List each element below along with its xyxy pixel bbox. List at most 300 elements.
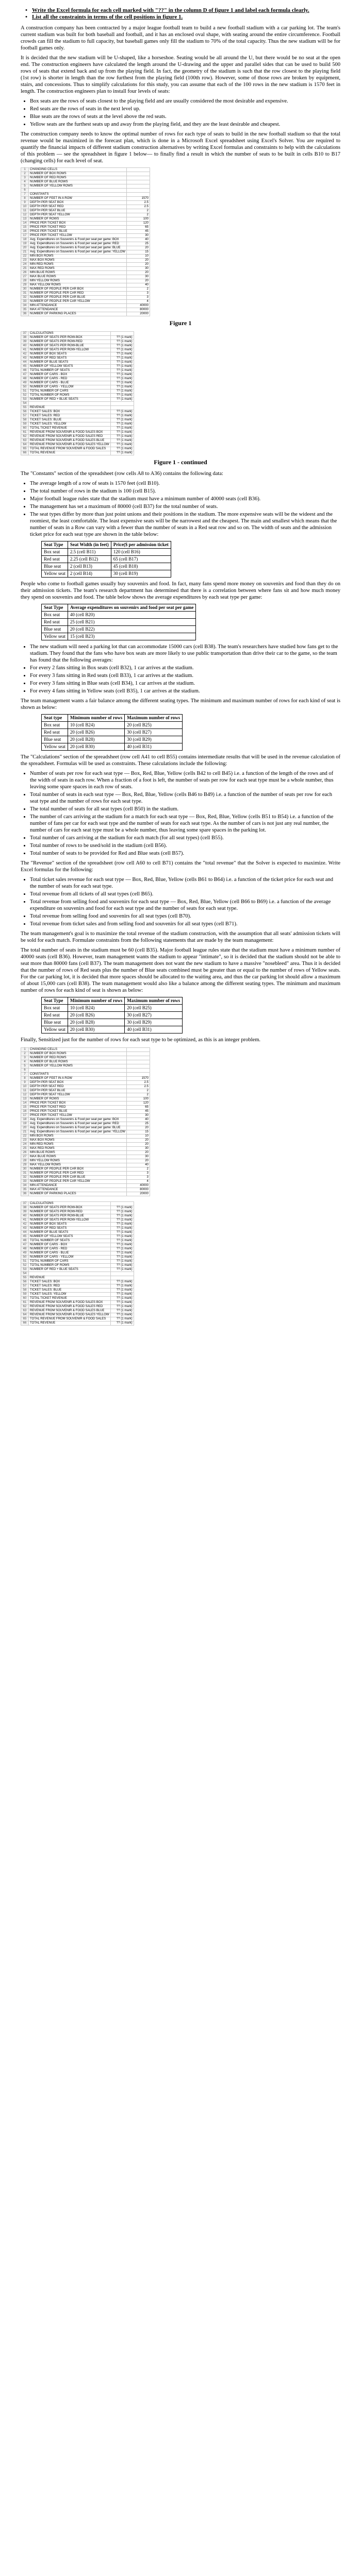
table-cell: 20 (cell B25) [125, 722, 183, 729]
sheet-row [21, 447, 134, 451]
sheet-row [21, 336, 134, 340]
sheet-row [21, 402, 134, 406]
sheet-row [21, 283, 150, 287]
cell-value [110, 332, 134, 336]
row-number: 15 [21, 1106, 29, 1110]
cell-label: NUMBER OF BLUE SEATS [29, 1231, 111, 1235]
table-cell: 120 (cell B16) [111, 549, 171, 556]
sheet-row [21, 1284, 134, 1289]
cell-value: 30 [126, 1114, 150, 1118]
parking-item: • For every 3 fans sitting in Red seats (cell B33), 1 car arrives at the stadium. [30, 672, 340, 679]
table-header-row [42, 715, 183, 722]
row-number: 53 [21, 1268, 29, 1272]
table-cell: 20 (cell B26) [68, 1012, 124, 1019]
table-cell: 40 (cell B31) [125, 1026, 183, 1033]
cell-value: ?? (1 mark) [110, 1235, 134, 1239]
table-header: Seat Width (in feet) [68, 541, 111, 549]
cell-value: ?? (1 mark) [110, 1293, 134, 1297]
row-number: 46 [21, 1239, 29, 1243]
cell-value [110, 1202, 134, 1206]
row-number: 34 [21, 1184, 29, 1188]
row-number: 10 [21, 205, 29, 209]
cell-label: NUMBER OF ROWS [29, 217, 127, 222]
cell-label: PRICE PER TICKET RED [29, 226, 127, 230]
cell-label: CONSTANTS [29, 1073, 127, 1077]
cell-value: 20 [126, 1139, 150, 1143]
cell-value: 65 [126, 226, 150, 230]
cell-label: MAX BLUE ROWS [29, 275, 127, 279]
row-number: 61 [21, 1301, 29, 1305]
table-row [42, 1005, 183, 1012]
cell-label: NUMBER OF RED + BLUE SEATS [29, 1268, 111, 1272]
cell-label: REVENUE FROM SOUVENIR & FOOD SALES YELLOW [29, 443, 111, 447]
cell-value: 40000 [126, 304, 150, 308]
row-number: 66 [21, 1321, 29, 1326]
cell-value: ?? (1 mark) [110, 1321, 134, 1326]
cell-value: 2.5 [126, 201, 150, 205]
row-number: 42 [21, 1223, 29, 1227]
table-cell: 30 (cell B29) [125, 1019, 183, 1026]
row-number: 56 [21, 1280, 29, 1284]
cell-label: Avg. Expenditures on Souvenirs & Food per seat per game: RED [29, 242, 127, 246]
sheet-row [21, 344, 134, 348]
sheet-row [21, 1159, 150, 1163]
cell-value: ?? (1 mark) [110, 439, 134, 443]
sheet-row [21, 1223, 134, 1227]
table-row [42, 619, 196, 626]
table-row [42, 612, 196, 619]
constants-intro: The "Constants" section of the spreadsheet (row cells A8 to A36) contains the following data: [21, 471, 223, 477]
cell-value [126, 1052, 150, 1056]
cell-label: REVENUE FROM SOUVENIR & FOOD SALES YELLOW [29, 1313, 111, 1317]
table-row [42, 1019, 183, 1026]
row-number: 4 [21, 1060, 29, 1064]
cell-label [29, 402, 111, 406]
sheet-row [21, 389, 134, 394]
sheet-row [21, 1309, 134, 1313]
cell-value: ?? (1 mark) [110, 1268, 134, 1272]
table-cell: 30 (cell B27) [125, 729, 183, 736]
table-cell: 20 (cell B25) [125, 1005, 183, 1012]
table-cell: Yellow seat [42, 570, 68, 578]
spreadsheet-calculations-repeat [21, 1201, 134, 1326]
cell-label: TOTAL NUMBER OF ROWS [29, 1264, 111, 1268]
row-number: 51 [21, 1260, 29, 1264]
revenue-item: • Total ticket sales revenue for each seat type — Box, Red, Blue, Yellow (cells B61 to B64) i.e. a function of the ticket price for each seat and the number of seats for each seat type. [30, 876, 340, 890]
cell-label: NUMBER OF BOX ROWS [29, 1052, 127, 1056]
table-cell: Red seat [42, 556, 68, 563]
sheet-row [21, 435, 134, 439]
sheet-row [21, 332, 134, 336]
intro-paragraph-1: A construction company has been contracted by a major league football team to build a new football stadium with a car parking lot. The team's current stadium was built for both baseball and football, and it has an enclosed oval shape, with seating around the entire circumference. Football crowds can fill the stadium to full capacity, but baseball games only fill the stadium to 70% of the total capacity. Thus the new stadium will be for football games only. [21, 25, 340, 51]
cell-label: Avg. Expenditures on Souvenirs & Food per seat per game: BLUE [29, 246, 127, 250]
sheet-row [21, 1134, 150, 1139]
cell-value [126, 172, 150, 176]
cell-value: ?? (1 mark) [110, 1206, 134, 1210]
cell-value: ?? (1 mark) [110, 1243, 134, 1247]
cell-label: DEPTH PER SEAT YELLOW [29, 213, 127, 217]
row-number: 64 [21, 443, 29, 447]
sheet-row [21, 1317, 134, 1321]
cell-value: ?? (1 mark) [110, 1251, 134, 1256]
table-header: Seat Type [42, 997, 68, 1005]
table-cell: Box seat [42, 722, 68, 729]
rows-limit-table-2 [41, 997, 183, 1033]
sheet-row [21, 1276, 134, 1280]
table-header: Average expenditures on souvenirs and food per seat per game [68, 604, 196, 612]
sheet-row [21, 406, 134, 410]
cell-label: Avg. Expenditures on Souvenirs & Food per seat per game: YELLOW [29, 1130, 127, 1134]
row-number: 24 [21, 1143, 29, 1147]
cell-value: 40 [126, 283, 150, 287]
cell-value: 1570 [126, 1077, 150, 1081]
row-number: 26 [21, 271, 29, 275]
table-cell: 20 (cell B30) [68, 1026, 124, 1033]
row-number: 48 [21, 1247, 29, 1251]
cell-value: ?? (1 mark) [110, 357, 134, 361]
cell-label: MIN YELLOW ROWS [29, 1159, 127, 1163]
cell-value: 3 [126, 296, 150, 300]
cell-value: 2.5 [126, 205, 150, 209]
sheet-row [21, 1268, 134, 1272]
sheet-row [21, 1251, 134, 1256]
sheet-row [21, 1301, 134, 1305]
sheet-row [21, 1143, 150, 1147]
sheet-row [21, 1188, 150, 1192]
row-number: 31 [21, 292, 29, 296]
row-number: 11 [21, 1089, 29, 1093]
sheet-row [21, 394, 134, 398]
revenue-item: • Total revenue from ticket sales and from selling food and souvenirs for all seat types (cell B71). [30, 921, 340, 927]
row-number: 58 [21, 418, 29, 422]
revenue-item: • Total revenue from selling food and souvenirs for each seat type — Box, Red, Blue, Yellow (cell B66 to B69) i.e. a function of the average expenditure on souvenirs and food for each seat type and the number of seats for each seat type. [30, 899, 340, 912]
cell-label: TOTAL NUMBER OF ROWS [29, 394, 111, 398]
seat-width-price-table [41, 541, 171, 578]
cell-value: ?? (1 mark) [110, 369, 134, 373]
row-number: 9 [21, 1081, 29, 1085]
cell-label: NUMBER OF PEOPLE PER CAR YELLOW [29, 1180, 127, 1184]
cell-value [126, 1073, 150, 1077]
row-number: 57 [21, 414, 29, 418]
table-cell: Blue seat [42, 736, 68, 743]
cell-label: TOTAL REVENUE FROM SOUVENIR & FOOD SALES [29, 447, 111, 451]
cell-label: NUMBER OF PARKING PLACES [29, 312, 127, 316]
cell-label: PRICE PER TICKET BOX [29, 222, 127, 226]
sheet-row [21, 300, 150, 304]
sheet-row [21, 1052, 150, 1056]
table-cell: 2 (cell B13) [68, 563, 111, 570]
sheet-row [21, 217, 150, 222]
cell-label: DEPTH PER SEAT BOX [29, 201, 127, 205]
cell-label: PRICE PER TICKET RED [29, 1106, 127, 1110]
cell-label: NUMBER OF CARS - BOX [29, 373, 111, 377]
sheet-row [21, 201, 150, 205]
cell-value: 120 [126, 1101, 150, 1106]
cell-value: ?? (1 mark) [110, 398, 134, 402]
sheet-row [21, 1184, 150, 1188]
cell-value: 20 [126, 1126, 150, 1130]
sheet-row [21, 418, 134, 422]
table-cell: 10 (cell B24) [68, 1005, 124, 1012]
cell-value: 20 [126, 1143, 150, 1147]
calculation-item: • Total number of cars arriving at the stadium for each match (for all seat types) (cell B55). [30, 835, 340, 841]
cell-label: NUMBER OF CARS - YELLOW [29, 1256, 111, 1260]
row-number: 39 [21, 340, 29, 344]
cell-label: NUMBER OF CARS - YELLOW [29, 385, 111, 389]
cell-value: 100 [126, 1097, 150, 1101]
row-number: 32 [21, 1176, 29, 1180]
table-header: Seat Type [42, 604, 68, 612]
sheet-row [21, 1280, 134, 1284]
constant-item: • The management has set a maximum of 80000 (cell B37) for the total number of seats. [30, 503, 340, 510]
cell-label: NUMBER OF YELLOW ROWS [29, 1064, 127, 1069]
cell-label: TOTAL REVENUE FROM SOUVENIR & FOOD SALES [29, 1317, 111, 1321]
row-number: 23 [21, 259, 29, 263]
cell-value: ?? (1 mark) [110, 1260, 134, 1264]
sheet-row [21, 443, 134, 447]
sheet-row [21, 1180, 150, 1184]
task-bullet: • [25, 14, 27, 20]
cell-value [126, 168, 150, 172]
cell-label: TOTAL REVENUE [29, 1321, 111, 1326]
row-number: 65 [21, 447, 29, 451]
sheet-row [21, 1073, 150, 1077]
parking-item: • The new stadium will need a parking lot that can accommodate 15000 cars (cell B38). The team's researchers have studied how fans get to the stadium. They found that the fans who have box seats are more likely to use public transportation than drive their car to the game, so the team has found that the following averages: [30, 643, 340, 664]
constant-item: • The seat types differ by more than just point unions and their positions in the stadium. The more expensive seats will be the wideest and the roomiest, the least comfortable. The least expensive seats will be the narrowest and the cheapest. The main and smallest which means that the number of seats in a Row can vary with a fewer than the number of seats in a Red seat row and so on. The width of seats and the admission ticket price for each seat type are shown in the table below: [30, 511, 340, 538]
cell-value [126, 189, 150, 193]
task-text: Write the Excel formula for each cell marked with "??" in the column D of figure 1 and label each formula clearly. [32, 7, 309, 13]
sheet-row [21, 1118, 150, 1122]
sheet-row [21, 1206, 134, 1210]
row-number: 22 [21, 1134, 29, 1139]
calculation-item: • Total number of seats in each seat type — Box, Red, Blue, Yellow (cells B46 to B49) i.e. a function of the number of seats per row for each seat type and the number of rows for each seat type. [30, 791, 340, 805]
cell-label: NUMBER OF BOX SEATS [29, 352, 111, 357]
cell-label: MAX ATTENDANCE [29, 1188, 127, 1192]
sheet-row [21, 267, 150, 271]
sheet-row [21, 213, 150, 217]
sheet-row [21, 255, 150, 259]
cell-value: 2 [126, 1167, 150, 1172]
cell-label: NUMBER OF RED SEATS [29, 357, 111, 361]
sheet-row [21, 1192, 150, 1196]
cell-label: TICKET SALES: YELLOW [29, 422, 111, 427]
cell-label: REVENUE FROM SOUVENIR & FOOD SALES BLUE [29, 439, 111, 443]
sheet-row [21, 238, 150, 242]
row-number: 30 [21, 1167, 29, 1172]
sheet-row [21, 398, 134, 402]
table-cell: 30 (cell B29) [125, 736, 183, 743]
cell-label: TOTAL TICKET REVENUE [29, 427, 111, 431]
row-number: 29 [21, 1163, 29, 1167]
cell-label [29, 1069, 127, 1073]
cell-label: TOTAL REVENUE [29, 451, 111, 455]
cell-value: ?? (1 mark) [110, 1317, 134, 1321]
row-number: 49 [21, 381, 29, 385]
cell-value: 20000 [126, 1192, 150, 1196]
calculation-item: • Number of seats per row for each seat type — Box, Red, Blue, Yellow (cells B42 to cell B45) i.e. a function of the length of the rows and of the width of seats in each row. When a fraction of a foot is left, the number of seats per row for each seat type must be a whole number, thus leaving some spare spaces in each row of seats. [30, 770, 340, 790]
row-number: 21 [21, 1130, 29, 1134]
cell-label: PRICE PER TICKET YELLOW [29, 1114, 127, 1118]
cell-value [110, 1272, 134, 1276]
table-row [42, 743, 183, 751]
row-number: 15 [21, 226, 29, 230]
row-number: 24 [21, 263, 29, 267]
row-number: 20 [21, 1126, 29, 1130]
seat-level-item: • Box seats are the rows of seats closest to the playing field and are usually considered the most desirable and expensive. [30, 98, 340, 105]
row-number: 12 [21, 1093, 29, 1097]
cell-value: ?? (1 mark) [110, 414, 134, 418]
calculations-list [30, 770, 340, 857]
cell-label: NUMBER OF BOX ROWS [29, 172, 127, 176]
row-number: 54 [21, 1272, 29, 1276]
row-number: 7 [21, 1073, 29, 1077]
cell-value: 30 [126, 234, 150, 238]
constant-item: • Major football league rules state that the stadium must have a minimum number of 40000 seats (cell B36). [30, 496, 340, 502]
cell-value: 80000 [126, 308, 150, 312]
sheet-row [21, 189, 150, 193]
sheet-row [21, 1130, 150, 1134]
cell-label: Avg. Expenditures on Souvenirs & Food per seat per game: BLUE [29, 1126, 127, 1130]
table-cell: Box seat [42, 549, 68, 556]
cell-value: ?? (1 mark) [110, 431, 134, 435]
row-number: 41 [21, 1218, 29, 1223]
sheet-row [21, 287, 150, 292]
balance-paragraph: The team management wants a fair balance among the different seating types. The minimum and maximum number of rows for each kind of seat is shown as below: [21, 698, 340, 710]
parking-list [30, 643, 340, 694]
cell-label: TOTAL NUMBER OF SEATS [29, 1239, 111, 1243]
table-cell: Blue seat [42, 1019, 68, 1026]
sheet-row [21, 1202, 134, 1206]
row-number: 19 [21, 1122, 29, 1126]
sheet-row [21, 1256, 134, 1260]
cell-label: NUMBER OF BLUE ROWS [29, 180, 127, 184]
table-cell: 2 (cell B14) [68, 570, 111, 578]
cell-label: TICKET SALES: BLUE [29, 1289, 111, 1293]
calculation-item: • Total number of seats to be provided for Red and Blue seats (cell B57). [30, 850, 340, 857]
row-number: 11 [21, 209, 29, 213]
cell-value: ?? (1 mark) [110, 389, 134, 394]
cell-value: 30 [126, 267, 150, 271]
row-number: 13 [21, 1097, 29, 1101]
table-row [42, 570, 171, 578]
cell-value: 25 [126, 1122, 150, 1126]
task-list [21, 7, 340, 21]
cell-label: NUMBER OF RED SEATS [29, 1227, 111, 1231]
table-cell: Box seat [42, 1005, 68, 1012]
cell-value: 80000 [126, 1188, 150, 1192]
sheet-row [21, 1064, 150, 1069]
cell-label: NUMBER OF SEATS PER ROW-YELLOW [29, 348, 111, 352]
cell-label: DEPTH PER SEAT BLUE [29, 1089, 127, 1093]
sheet-row [21, 1147, 150, 1151]
cell-label: REVENUE [29, 406, 111, 410]
table-cell: 20 (cell B22) [68, 626, 196, 633]
cell-value [110, 406, 134, 410]
sheet-row [21, 1239, 134, 1243]
table-cell: 2.25 (cell B12) [68, 556, 111, 563]
sheet-row [21, 1048, 150, 1052]
cell-value: 20 [126, 263, 150, 267]
cell-label: NUMBER OF CARS - BOX [29, 1243, 111, 1247]
sheet-row [21, 1101, 150, 1106]
cell-label: TICKET SALES: RED [29, 1284, 111, 1289]
row-number: 43 [21, 357, 29, 361]
sheet-row [21, 1260, 134, 1264]
cell-value: 45 [126, 230, 150, 234]
cell-label: MAX YELLOW ROWS [29, 1163, 127, 1167]
cell-value [126, 193, 150, 197]
cell-value: 30 [126, 275, 150, 279]
sheet-row [21, 348, 134, 352]
row-number: 58 [21, 1289, 29, 1293]
cell-value: 4 [126, 1180, 150, 1184]
sheet-row [21, 385, 134, 389]
sheet-row [21, 259, 150, 263]
cell-value: ?? (1 mark) [110, 336, 134, 340]
sheet-row [21, 1126, 150, 1130]
cell-value: ?? (1 mark) [110, 427, 134, 431]
sheet-row [21, 1060, 150, 1064]
cell-value: ?? (1 mark) [110, 1264, 134, 1268]
sheet-row [21, 205, 150, 209]
cell-label: NUMBER OF ROWS [29, 1097, 127, 1101]
sheet-row [21, 230, 150, 234]
cell-value: ?? (1 mark) [110, 1214, 134, 1218]
seat-level-item: • Red seats are the rows of seats in the next level up. [30, 106, 340, 112]
cell-label: MAX BOX ROWS [29, 1139, 127, 1143]
row-number: 40 [21, 1214, 29, 1218]
row-number: 62 [21, 1305, 29, 1309]
row-number: 27 [21, 1155, 29, 1159]
cell-value: 10 [126, 1134, 150, 1139]
sheet-row [21, 197, 150, 201]
cell-label: MAX RED ROWS [29, 1147, 127, 1151]
cell-value: ?? (1 mark) [110, 422, 134, 427]
sheet-row [21, 172, 150, 176]
row-number: 2 [21, 172, 29, 176]
cell-value: ?? (1 mark) [110, 1313, 134, 1317]
cell-value: ?? (1 mark) [110, 373, 134, 377]
table-header: Minimum number of rows [68, 997, 124, 1005]
cell-label: NUMBER OF SEATS PER ROW-BOX [29, 1206, 111, 1210]
row-number: 8 [21, 1077, 29, 1081]
sheet-row [21, 1155, 150, 1159]
cell-label: PRICE PER TICKET YELLOW [29, 234, 127, 238]
cell-value [110, 402, 134, 406]
cell-value: 2 [126, 213, 150, 217]
sheet-row [21, 1110, 150, 1114]
cell-label: NUMBER OF YELLOW SEATS [29, 365, 111, 369]
row-number: 55 [21, 406, 29, 410]
cell-value: ?? (1 mark) [110, 1239, 134, 1243]
cell-label: MIN RED ROWS [29, 263, 127, 267]
row-number: 56 [21, 410, 29, 414]
table-cell: 65 (cell B17) [111, 556, 171, 563]
sheet-row [21, 1313, 134, 1317]
row-number: 57 [21, 1284, 29, 1289]
cell-label: NUMBER OF FEET IN A ROW [29, 197, 127, 201]
row-number: 14 [21, 222, 29, 226]
cell-value [126, 180, 150, 184]
cell-label: NUMBER OF SEATS PER ROW-BLUE [29, 344, 111, 348]
cell-label: MIN BOX ROWS [29, 255, 127, 259]
row-number: 25 [21, 1147, 29, 1151]
cell-value: 20 [126, 279, 150, 283]
cell-label: NUMBER OF YELLOW SEATS [29, 1235, 111, 1239]
sheet-row [21, 1172, 150, 1176]
cell-value: ?? (1 mark) [110, 361, 134, 365]
table-cell: Red seat [42, 1012, 68, 1019]
